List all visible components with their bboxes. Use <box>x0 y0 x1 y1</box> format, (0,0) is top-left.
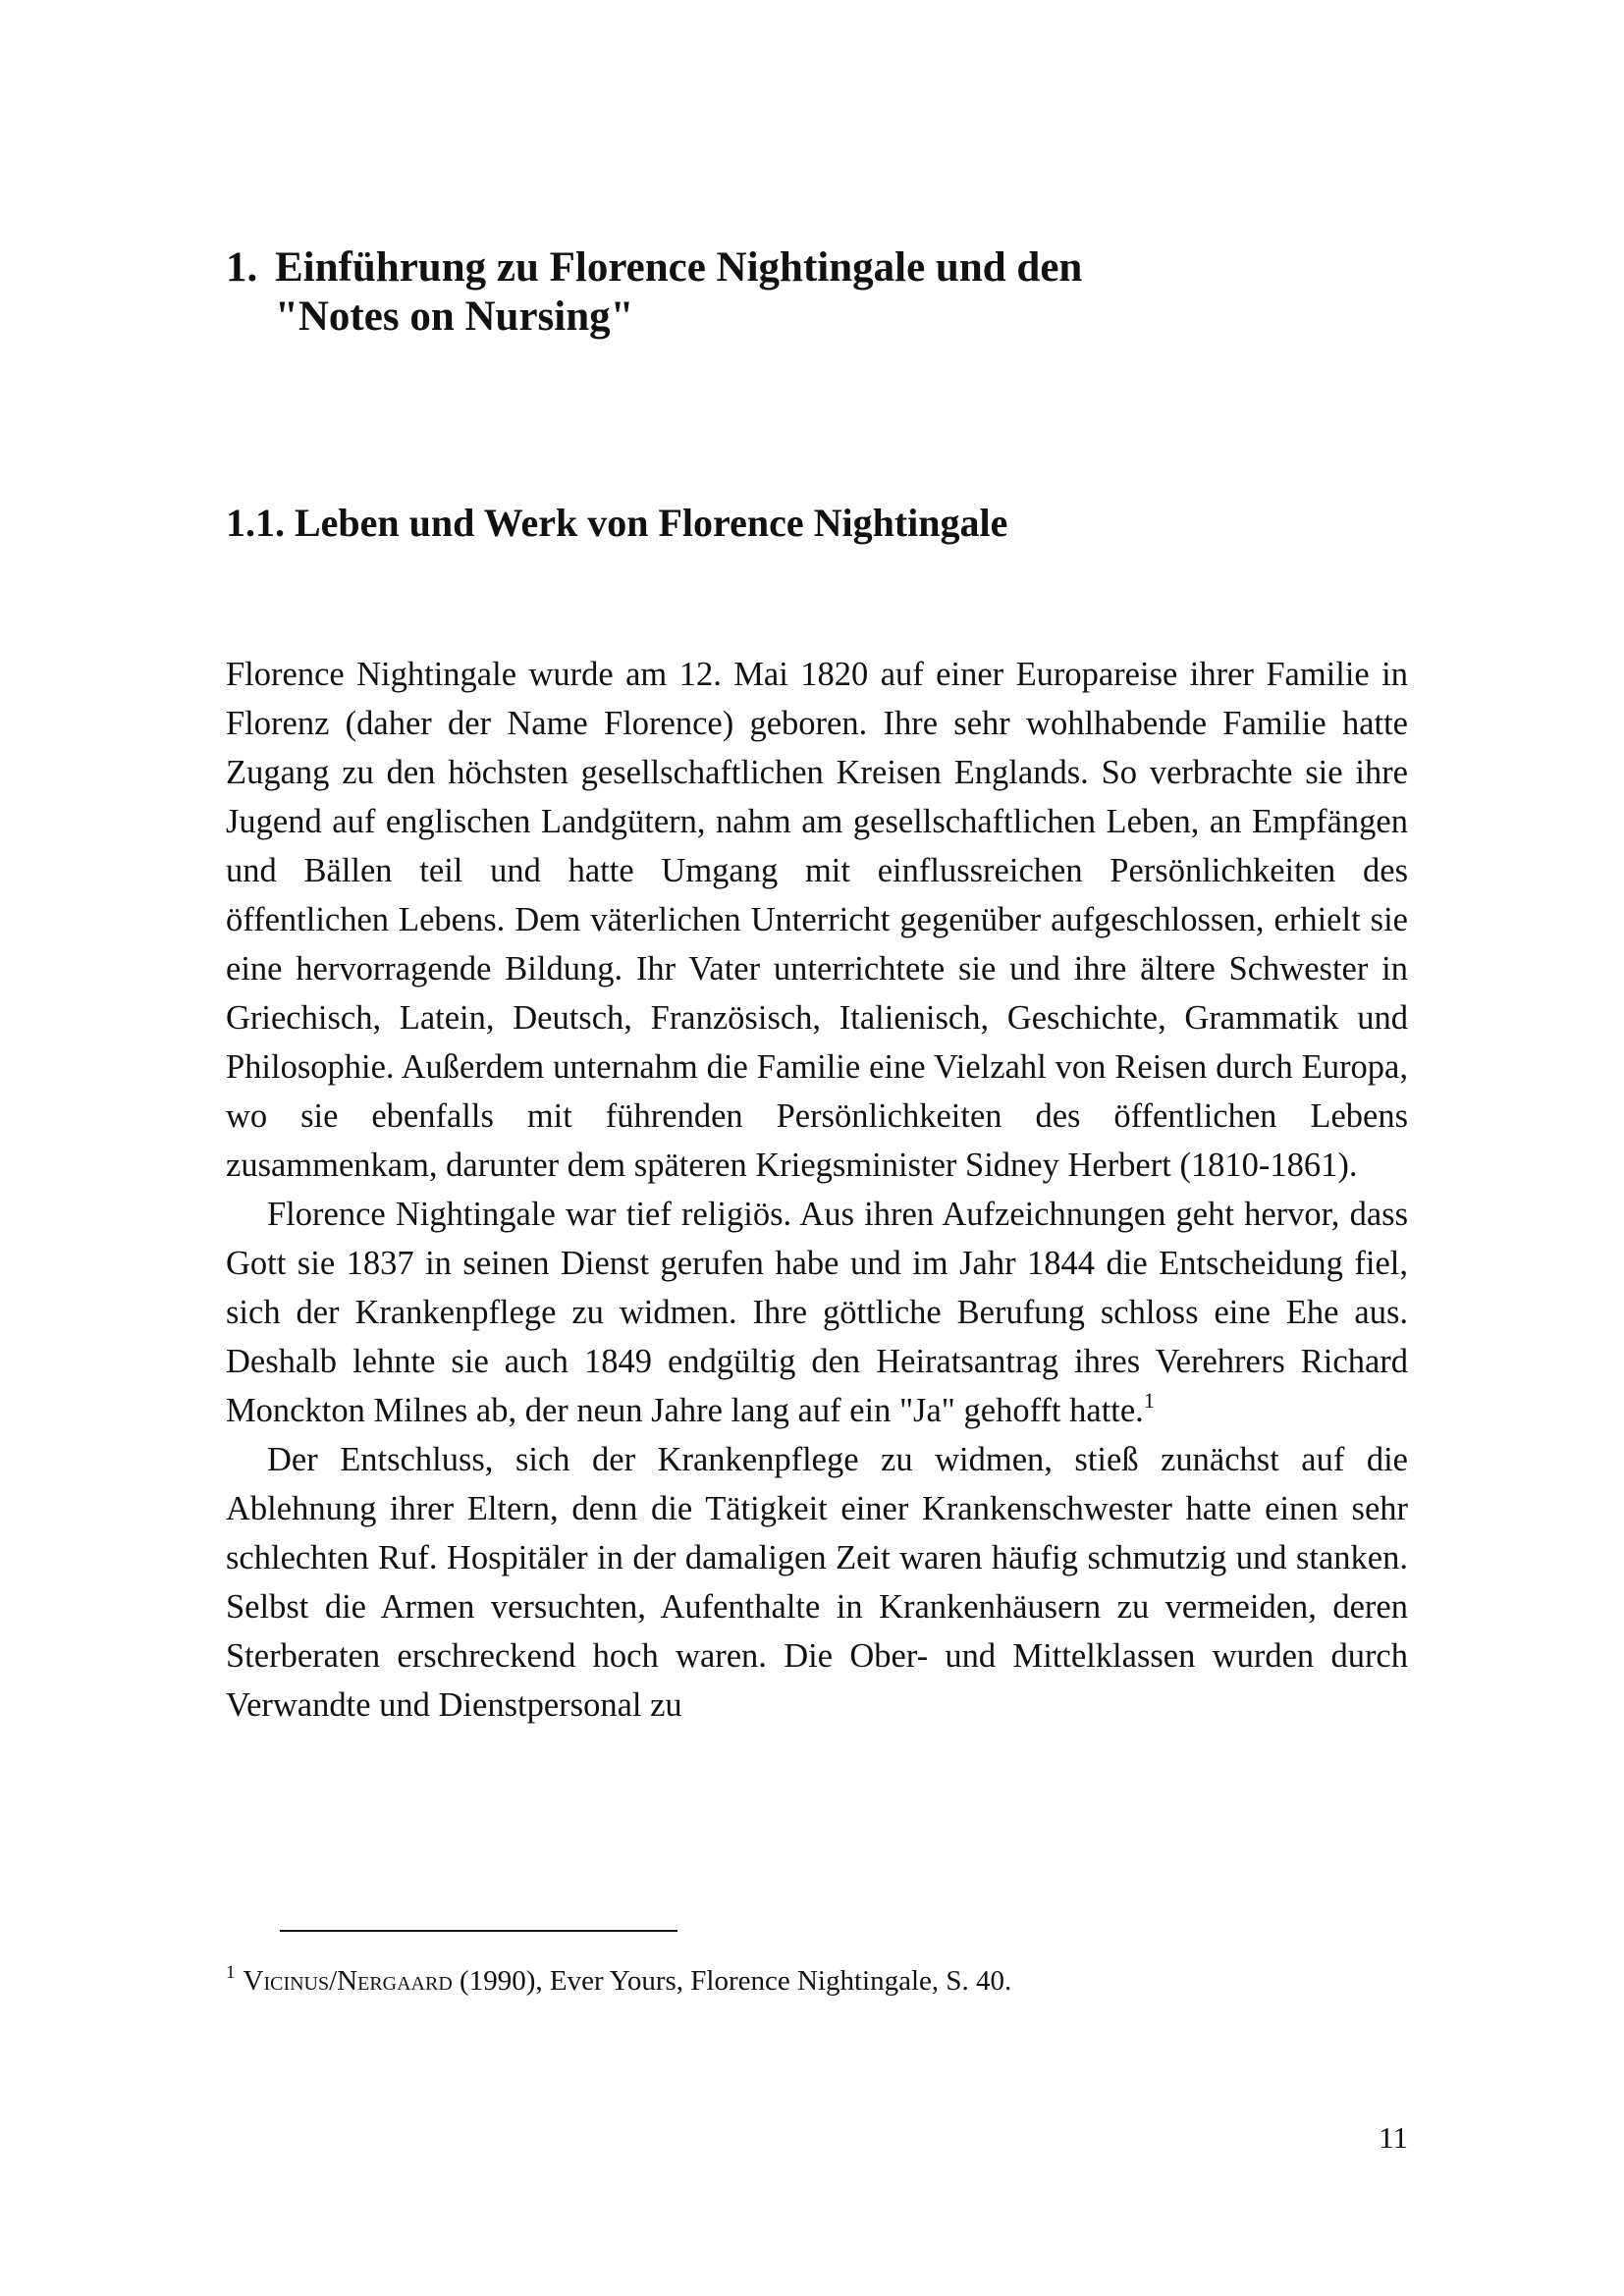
paragraph-1 <box>226 650 1408 1190</box>
paragraph-1-text: Florence Nightingale wurde am 12. Mai 1820 auf einer Europareise ihrer Familie in Florenz (daher der Name Florence) geboren. Ihre sehr wohlhabende Familie hatte Zugang zu den höchsten gesellschaftlichen Kreisen Englands. So verbrachte sie ihre Jugend auf englischen Landgütern, nahm am gesellschaftlichen Leben, an Empfängen und Bällen teil und hatte Umgang mit einflussreichen Persönlichkeiten des öffentlichen Lebens. Dem väterlichen Unterricht gegenüber aufgeschlossen, erhielt sie eine hervorragende Bildung. Ihr Vater unterrichtete sie und ihre ältere Schwester in Griechisch, Latein, Deutsch, Französisch, Italienisch, Geschichte, Grammatik und Philosophie. Außerdem unternahm die Familie eine Vielzahl von Reisen durch Europa, wo sie ebenfalls mit führenden Persönlichkeiten des öffentlichen Lebens zusammenkam, darunter dem späteren Kriegsminister Sidney Herbert (1810-1861). <box>226 656 1408 1184</box>
footnote-authors: Vicinus/Nergaard <box>243 1965 453 1997</box>
page-number: 11 <box>1379 2120 1408 2155</box>
paragraph-3 <box>226 1435 1408 1730</box>
body-text <box>226 650 1408 1730</box>
footnote-citation: (1990), Ever Yours, Florence Nightingale, S. 40. <box>452 1965 1012 1997</box>
chapter-title <box>226 243 1306 342</box>
chapter-title-line1: Einführung zu Florence Nightingale und den <box>275 244 1083 291</box>
paragraph-3-text: Der Entschluss, sich der Krankenpflege zu widmen, stieß zunächst auf die Ablehnung ihrer Eltern, denn die Tätigkeit einer Krankenschwester hatte einen sehr schlechten Ruf. Hospitäler in der damaligen Zeit waren häufig schmutzig und stanken. Selbst die Armen versuchten, Aufenthalte in Krankenhäusern zu vermeiden, deren Sterberaten erschreckend hoch waren. Die Ober- und Mittelklassen wurden durch Verwandte und Dienstpersonal zu <box>226 1441 1408 1724</box>
paragraph-2-text: Florence Nightingale war tief religiös. Aus ihren Aufzeichnungen geht hervor, dass Gott sie 1837 in seinen Dienst gerufen habe und im Jahr 1844 die Entscheidung fiel, sich der Krankenpflege zu widmen. Ihre göttliche Berufung schloss eine Ehe aus. Deshalb lehnte sie auch 1849 endgültig den Heiratsantrag ihres Verehrers Richard Monckton Milnes ab, der neun Jahre lang auf ein "Ja" gehofft hatte. <box>226 1196 1408 1429</box>
chapter-number: 1. <box>226 244 258 291</box>
chapter-title-line2: "Notes on Nursing" <box>275 294 634 340</box>
footnote-reference[interactable]: 1 <box>1143 1388 1155 1413</box>
paragraph-2 <box>226 1190 1408 1435</box>
footnote <box>226 1961 1408 2001</box>
footnote-separator <box>280 1930 677 1932</box>
section-title: 1.1. Leben und Werk von Florence Nightingale <box>226 501 1008 545</box>
footnote-marker: 1 <box>226 1962 236 1983</box>
